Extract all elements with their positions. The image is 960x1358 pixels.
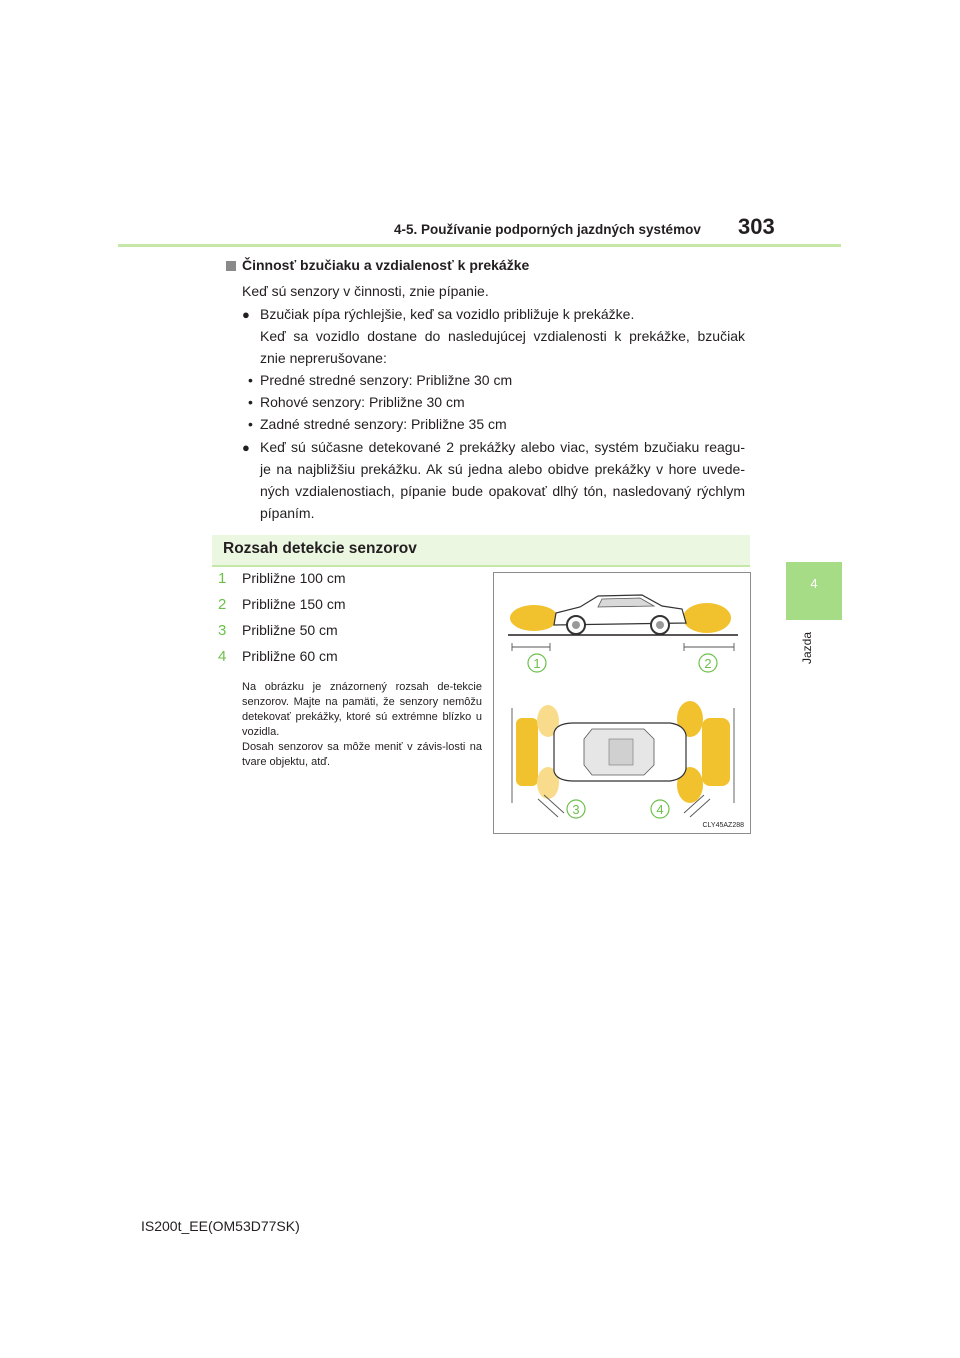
sub-item: Zadné stredné senzory: Približne 35 cm (260, 416, 507, 432)
front-center-zone (516, 718, 538, 786)
bullet2-line4: pípaním. (260, 505, 315, 521)
section-title: 4-5. Používanie podporných jazdných systémov (394, 222, 701, 237)
bullet1-line3: znie neprerušovane: (260, 350, 387, 366)
callout-2 (699, 654, 717, 672)
square-bullet-icon (226, 261, 236, 271)
subsection-title: Činnosť bzučiaku a vzdialenosť k prekážke (242, 257, 530, 273)
callout-3 (567, 800, 585, 818)
sensor-range-figure (493, 572, 751, 834)
bullet1-line1: Bzučiak pípa rýchlejšie, keď sa vozidlo približuje k prekážke. (260, 306, 635, 322)
car-top-view-icon (554, 723, 686, 781)
svg-text:1: 1 (533, 656, 541, 671)
bullet1-line2: Keď sa vozidlo dostane do nasledujúcej vzdialenosti k prekážke, bzučiak (260, 328, 745, 344)
page-number: 303 (738, 214, 775, 239)
bullet2-line3: ných vzdialenostiach, pípanie bude opakovať dlhý tón, nasledovaný rýchlym (260, 483, 745, 499)
range-item-2: Približne 150 cm (242, 596, 346, 612)
bullet2-line2: je na najbližšiu prekážku. Ak sú jedna alebo obidve prekážky v hore uvede- (260, 461, 745, 477)
note-paragraph-1: Na obrázku je znázornený rozsah de-tekcie senzorov. Majte na pamäti, že senzory nemôžu detekovať prekážky, ktoré sú extrémne blízko u vozidla. (242, 681, 482, 738)
range-item-3: Približne 50 cm (242, 622, 338, 638)
chapter-label: Jazda (800, 632, 814, 665)
item-number-4: 4 (218, 648, 227, 665)
note-paragraph-2: Dosah senzorov sa môže meniť v závis-losti na tvare objektu, atď. (242, 741, 482, 768)
item-number-2: 2 (218, 596, 227, 613)
item-number-1: 1 (218, 570, 227, 587)
intro-text: Keď sú senzory v činnosti, znie pípanie. (242, 283, 489, 299)
section-heading: Rozsah detekcie senzorov (223, 540, 417, 557)
callout-1 (528, 654, 546, 672)
rear-zone-side (683, 603, 731, 633)
chapter-tab (786, 562, 842, 620)
range-item-1: Približne 100 cm (242, 570, 346, 586)
svg-text:4: 4 (656, 802, 664, 817)
sensor-diagram (494, 573, 750, 833)
bullet-dot-icon: ● (242, 307, 250, 322)
bullet2-line1: Keď sú súčasne detekované 2 prekážky alebo viac, systém bzučiaku reagu- (260, 439, 745, 455)
sub-bullet-icon: • (248, 394, 253, 410)
sub-item: Rohové senzory: Približne 30 cm (260, 394, 465, 410)
bullet-dot-icon: ● (242, 440, 250, 455)
sub-bullet-icon: • (248, 416, 253, 432)
dimension-arrows (512, 643, 734, 651)
sub-item: Predné stredné senzory: Približne 30 cm (260, 372, 513, 388)
header-divider (118, 244, 841, 247)
model-code: IS200t_EE(OM53D77SK) (141, 1218, 300, 1234)
callout-4 (651, 800, 669, 818)
svg-text:2: 2 (704, 656, 712, 671)
car-side-view-icon (554, 595, 686, 634)
rear-center-zone (702, 718, 730, 786)
figure-code: CLY45AZ288 (702, 822, 744, 829)
item-number-3: 3 (218, 622, 227, 639)
front-zone-side (510, 605, 558, 631)
sub-bullet-icon: • (248, 372, 253, 388)
range-item-4: Približne 60 cm (242, 648, 338, 664)
svg-text:3: 3 (572, 802, 580, 817)
chapter-number: 4 (810, 576, 818, 591)
